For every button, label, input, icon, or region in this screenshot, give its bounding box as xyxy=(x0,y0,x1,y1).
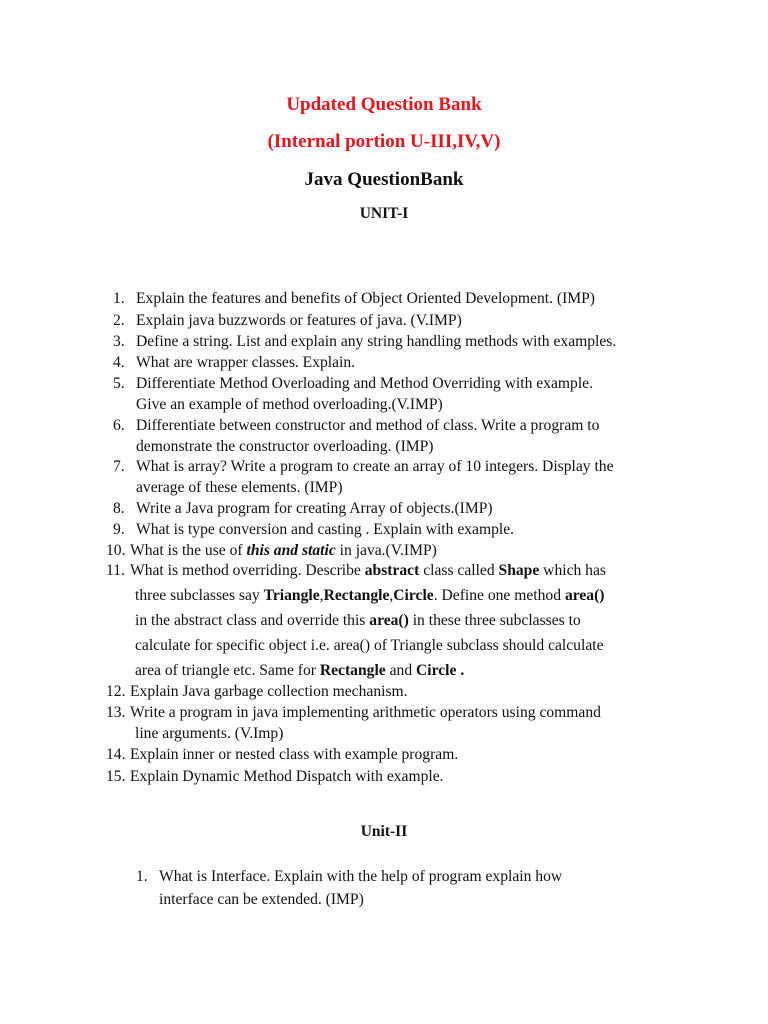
emphasis-this-and-static: this and static xyxy=(246,542,336,559)
question-number: 4. xyxy=(113,354,125,371)
question-number: 15. xyxy=(106,768,126,785)
question-text-line1: What is array? Write a program to create an array of 10 integers. Display the xyxy=(136,458,614,475)
question-text-line2: line arguments. (V.Imp) xyxy=(135,725,284,742)
question-text-line1: Differentiate between constructor and method of class. Write a program to xyxy=(136,417,600,434)
question-number: 1. xyxy=(113,290,125,307)
question-text-line1: Write a program in java implementing arithmetic operators using command xyxy=(130,704,601,721)
question-text-line2: three subclasses say Triangle,Rectangle,Circle. Define one method area() xyxy=(135,587,605,604)
heading-unit-1: UNIT-I xyxy=(359,205,409,222)
question-number: 10. xyxy=(106,542,126,559)
question-number: 12. xyxy=(106,683,126,700)
title-java-question-bank: Java QuestionBank xyxy=(304,169,464,190)
question-text-line2: Give an example of method overloading.(V.IMP) xyxy=(136,396,443,413)
question-number: 3. xyxy=(113,333,125,350)
question-number: 9. xyxy=(113,521,125,538)
question-text: Explain the features and benefits of Object Oriented Development. (IMP) xyxy=(136,290,595,307)
question-text-line1: What is method overriding. Describe abstract class called Shape which has xyxy=(130,562,606,579)
question-text-line2: average of these elements. (IMP) xyxy=(136,479,343,496)
question-text: Explain inner or nested class with example program. xyxy=(130,746,459,763)
question-text: What are wrapper classes. Explain. xyxy=(136,354,356,371)
question-number: 5. xyxy=(113,375,125,392)
question-text-line1: Differentiate Method Overloading and Method Overriding with example. xyxy=(136,375,594,392)
question-number: 14. xyxy=(106,746,126,763)
question-number: 13. xyxy=(106,704,126,721)
question-text-line1: What is Interface. Explain with the help of program explain how xyxy=(159,868,563,885)
question-text-line4: calculate for specific object i.e. area() of Triangle subclass should calculate xyxy=(135,637,604,654)
title-internal-portion: (Internal portion U-III,IV,V) xyxy=(267,131,501,152)
question-text-line3: in the abstract class and override this area() in these three subclasses to xyxy=(135,612,581,629)
question-text-line5: area of triangle etc. Same for Rectangle and Circle . xyxy=(135,662,465,679)
question-text: What is the use of this and static in java.(V.IMP) xyxy=(130,542,437,559)
question-text-line2: demonstrate the constructor overloading. (IMP) xyxy=(136,438,434,455)
question-number: 2. xyxy=(113,312,125,329)
question-text: Explain Dynamic Method Dispatch with example. xyxy=(130,768,444,785)
question-number: 8. xyxy=(113,500,125,517)
question-text: Define a string. List and explain any string handling methods with examples. xyxy=(136,333,617,350)
question-text: Explain java buzzwords or features of java. (V.IMP) xyxy=(136,312,462,329)
question-number: 11. xyxy=(106,562,125,579)
question-number: 6. xyxy=(113,417,125,434)
question-text: Write a Java program for creating Array of objects.(IMP) xyxy=(136,500,493,517)
heading-unit-2: Unit-II xyxy=(360,823,408,840)
question-text: What is type conversion and casting . Explain with example. xyxy=(136,521,515,538)
question-text-line2: interface can be extended. (IMP) xyxy=(159,891,364,908)
question-text: Explain Java garbage collection mechanism. xyxy=(130,683,408,700)
question-number: 7. xyxy=(113,458,125,475)
title-updated-question-bank: Updated Question Bank xyxy=(286,94,482,115)
question-number: 1. xyxy=(136,868,148,885)
